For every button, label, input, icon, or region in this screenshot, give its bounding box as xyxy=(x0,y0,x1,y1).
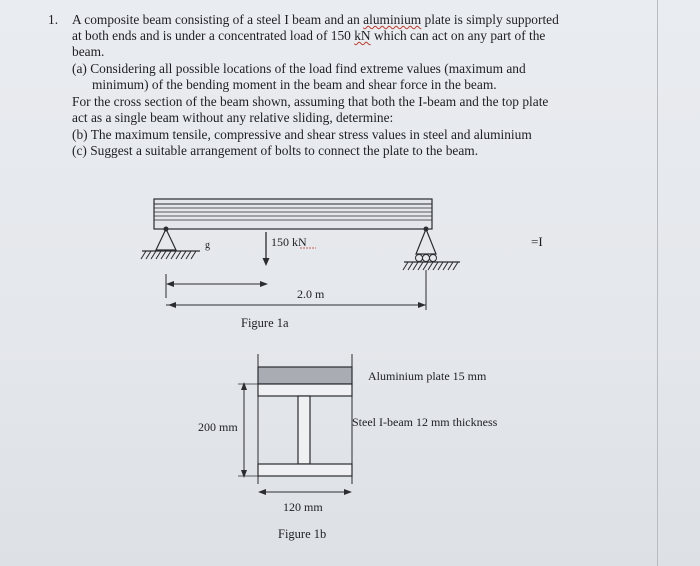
question-line-3: beam. xyxy=(72,44,105,59)
span-label: 2.0 m xyxy=(297,287,325,301)
intro-line-2: act as a single beam without any relative sliding, determine: xyxy=(72,110,394,125)
right-mark: =I xyxy=(531,234,543,249)
spellcheck-unit: kN xyxy=(354,28,371,43)
height-label: 200 mm xyxy=(198,420,238,434)
left-mark: g xyxy=(205,240,210,251)
top-flange xyxy=(258,384,352,396)
ibeam-label: Steel I-beam 12 mm thickness xyxy=(352,415,498,429)
part-b: (b) The maximum tensile, compressive and shear stress values in steel and aluminium xyxy=(72,127,532,142)
width-label: 120 mm xyxy=(283,500,323,514)
left-pin-support xyxy=(141,227,200,260)
web xyxy=(298,396,310,464)
figure-1a-caption: Figure 1a xyxy=(241,316,289,330)
question-number: 1. xyxy=(48,12,59,27)
intro-line-1: For the cross section of the beam shown, assuming that both the I-beam and the top plate xyxy=(72,94,549,109)
plate-label: Aluminium plate 15 mm xyxy=(368,369,487,383)
part-a-line-2: minimum) of the bending moment in the beam and shear force in the beam. xyxy=(92,77,497,92)
load-label: 150 kN xyxy=(271,235,307,249)
spellcheck-word: aluminium xyxy=(363,12,422,27)
figure-1b-caption: Figure 1b xyxy=(278,527,327,541)
beam xyxy=(154,199,432,229)
part-c: (c) Suggest a suitable arrangement of bolts to connect the plate to the beam. xyxy=(72,143,479,158)
span-dimension xyxy=(166,270,426,310)
width-dimension xyxy=(258,489,352,495)
bottom-flange xyxy=(258,464,352,476)
question-line-2: at both ends and is under a concentrated load of 150 kN which can act on any part of the xyxy=(72,28,546,43)
load-arrow xyxy=(263,232,270,266)
part-a-line-1: (a) Considering all possible locations of the load find extreme values (maximum and xyxy=(72,61,526,76)
aluminium-plate xyxy=(258,367,352,384)
question-line-1: A composite beam consisting of a steel I beam and an aluminium plate is simply supported xyxy=(72,12,559,27)
cross-section xyxy=(258,354,352,484)
right-roller-support xyxy=(403,227,460,271)
height-dimension xyxy=(238,382,258,478)
